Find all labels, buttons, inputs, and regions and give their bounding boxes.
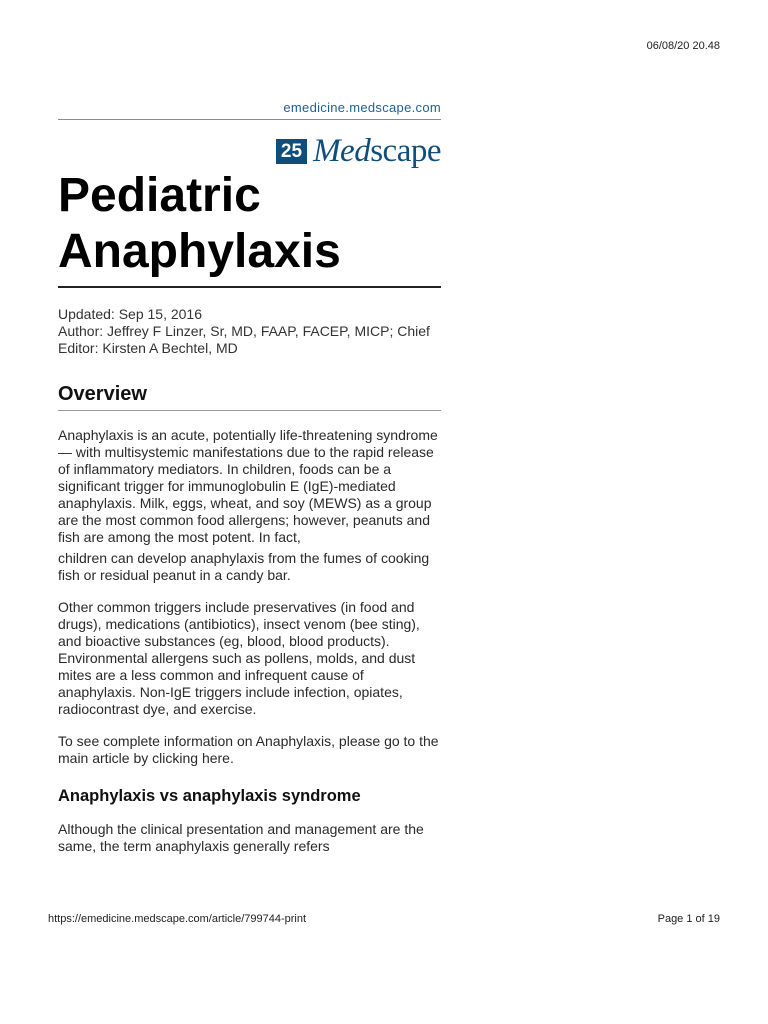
article: [58, 100, 441, 857]
site-domain-link[interactable]: emedicine.medscape.com: [58, 100, 441, 120]
print-datetime: 06/08/20 20.48: [646, 40, 720, 52]
overview-paragraph: children can develop anaphylaxis from the fumes of cooking fish or residual peanut in a candy bar.: [58, 550, 430, 583]
print-url: https://emedicine.medscape.com/article/799744-print: [48, 913, 307, 925]
logo-badge: 25: [276, 139, 307, 164]
logo-wordmark-rest: scape: [370, 133, 441, 169]
updated-date: Updated: Sep 15, 2016: [58, 306, 203, 322]
page-number: Page 1 of 19: [657, 913, 720, 925]
author-line: Author: Jeffrey F Linzer, Sr, MD, FAAP, FACEP, MICP; Chief Editor: Kirsten A Bechtel, MD: [58, 323, 430, 356]
article-meta: [58, 306, 441, 357]
medscape-logo[interactable]: [58, 134, 441, 168]
logo-wordmark: [313, 134, 441, 168]
article-title: Pediatric Anaphylaxis: [58, 168, 441, 288]
sub-paragraph-container: [58, 821, 441, 857]
triggers-paragraph: Other common triggers include preservatives (in food and drugs), medications (antibiotics), insect venom (bee sting), and bioactive substances (eg, blood, blood products). Environmental allergens such as pollens, molds, and dust mites are a less common and infrequent cause of anaphylaxis. Non-IgE triggers include infection, opiates, radiocontrast dye, and exercise.: [58, 599, 420, 717]
logo-wordmark-italic: Med: [313, 133, 371, 169]
section-heading-overview: Overview: [58, 383, 441, 411]
main-article-link-paragraph[interactable]: To see complete information on Anaphylaxis, please go to the main article by clicking here.: [58, 733, 439, 766]
sub-paragraph: Although the clinical presentation and management are the same, the term anaphylaxis generally refers: [58, 821, 424, 854]
overview-paragraph: Anaphylaxis is an acute, potentially life-threatening syndrome — with multisystemic manifestations due to the rapid release of inflammatory mediators. In children, foods can be a significant trigger for immunoglobulin E (IgE)-mediated anaphylaxis. Milk, eggs, wheat, and soy (MEWS) as a group are the most common food allergens; however, peanuts and fish are among the most potent. In fact,: [58, 427, 438, 545]
subheading-anaphylaxis-syndrome: Anaphylaxis vs anaphylaxis syndrome: [58, 787, 361, 805]
